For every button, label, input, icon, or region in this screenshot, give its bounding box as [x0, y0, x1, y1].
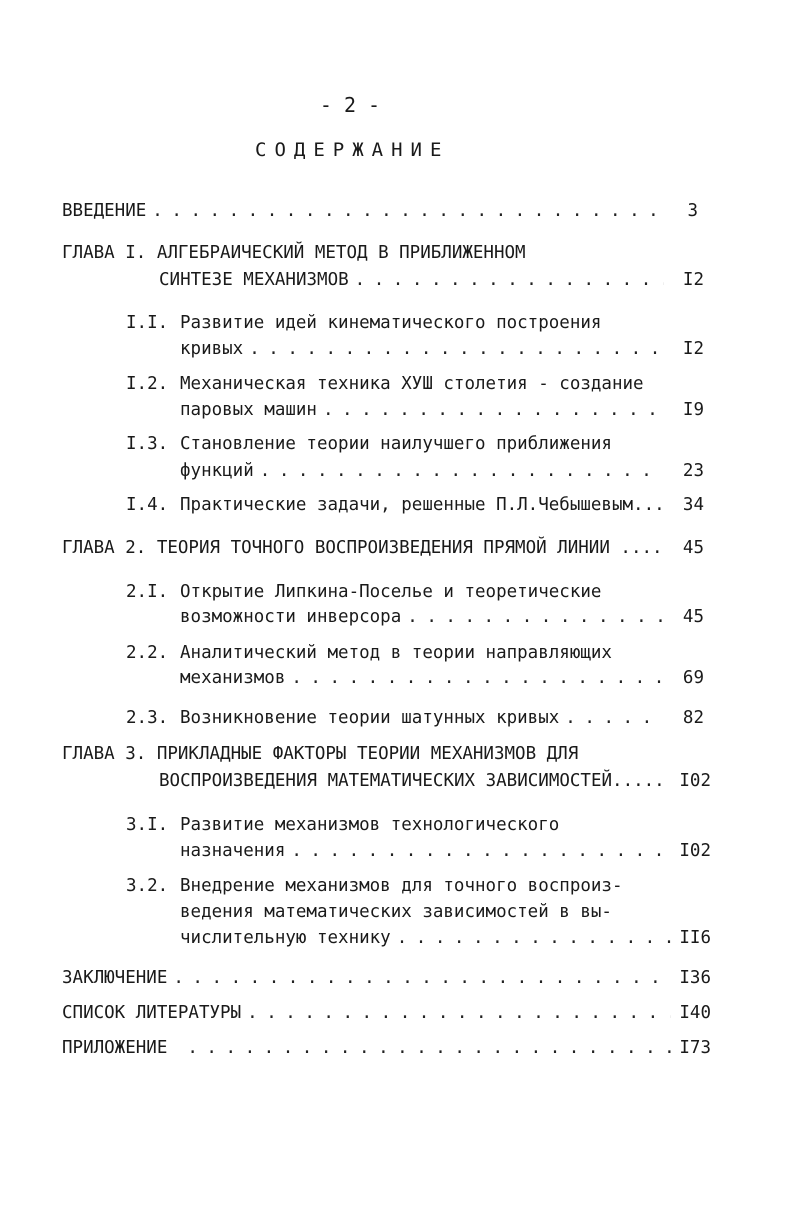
toc-entry-page: I36 [679, 968, 711, 988]
toc-entry-references[interactable] [62, 1003, 711, 1027]
toc-entry-page: 69 [682, 668, 704, 688]
toc-entry-page: I2 [682, 270, 704, 290]
section-number: 3.2. [126, 876, 169, 896]
toc-entry-title: ЗАКЛЮЧЕНИЕ [62, 968, 168, 988]
section-title-line1[interactable]: Становление теории наилучшего приближения [180, 434, 612, 454]
section-title-line1[interactable]: Механическая техника ХУШ столетия - создание [180, 374, 644, 394]
toc-entry-section[interactable] [180, 668, 704, 692]
toc-entry-title: назначения [180, 841, 286, 861]
toc-entry-section[interactable] [180, 607, 704, 631]
section-number: I.2. [126, 374, 169, 394]
dot-leader [291, 668, 664, 688]
section-number: 2.I. [126, 582, 169, 602]
section-title-line1[interactable]: Развитие механизмов технологического [180, 815, 560, 835]
toc-entry-title: СПИСОК ЛИТЕРАТУРЫ [62, 1003, 242, 1023]
section-title-line1[interactable]: Открытие Липкина-Поселье и теоретические [180, 582, 602, 602]
toc-entry-ch1[interactable] [159, 270, 704, 294]
toc-entry-section[interactable] [180, 841, 711, 865]
toc-entry-section[interactable] [180, 928, 711, 952]
page-number: - 2 - [319, 93, 381, 117]
chapter-3-title-line1[interactable]: ГЛАВА 3. ПРИКЛАДНЫЕ ФАКТОРЫ ТЕОРИИ МЕХАНИЗМОВ ДЛЯ [62, 744, 579, 764]
toc-entry-page: 45 [682, 538, 704, 558]
dot-leader [291, 841, 671, 861]
dot-leader [247, 1003, 671, 1023]
toc-entry-title: механизмов [180, 668, 286, 688]
toc-entry-title: Возникновение теории шатунных кривых [180, 708, 560, 728]
toc-entry-title: ГЛАВА 2. ТЕОРИЯ ТОЧНОГО ВОСПРОИЗВЕДЕНИЯ ПРЯМОЙ ЛИНИИ .... [62, 538, 663, 558]
toc-entry-page: 23 [682, 461, 704, 481]
toc-entry-title: ПРИЛОЖЕНИЕ [62, 1038, 168, 1058]
toc-entry-title: паровых машин [180, 400, 317, 420]
dot-leader [187, 1038, 671, 1058]
toc-entry-section[interactable] [180, 461, 704, 485]
toc-entry-page: 45 [682, 607, 704, 627]
toc-entry-page: I9 [682, 400, 704, 420]
section-number: I.4. [126, 495, 169, 515]
toc-entry-section[interactable] [180, 400, 704, 424]
dot-leader [173, 968, 671, 988]
toc-entry-page: I73 [679, 1038, 711, 1058]
dot-leader [407, 607, 664, 627]
toc-entry-page: I2 [682, 339, 704, 359]
section-title-line1[interactable]: Развитие идей кинематического построения [180, 313, 602, 333]
toc-entry-ch2[interactable] [62, 538, 704, 562]
section-number: I.3. [126, 434, 169, 454]
toc-entry-page: I02 [679, 771, 711, 791]
dot-leader [397, 928, 671, 948]
toc-entry-section[interactable] [180, 339, 704, 363]
toc-entry-conclusion[interactable] [62, 968, 711, 992]
page-title: СОДЕРЖАНИЕ [255, 139, 450, 161]
toc-entry-intro[interactable] [62, 201, 698, 225]
toc-entry-page: 34 [682, 495, 704, 515]
toc-entry-section[interactable] [180, 708, 704, 732]
dot-leader [152, 201, 658, 221]
section-title-line1[interactable]: Внедрение механизмов для точного воспроиз- [180, 876, 623, 896]
dot-leader [565, 708, 664, 728]
dot-leader [249, 339, 664, 359]
section-number: 2.2. [126, 643, 169, 663]
toc-entry-title: кривых [180, 339, 244, 359]
dot-leader [355, 270, 664, 290]
section-number: I.I. [126, 313, 169, 333]
section-title-line2[interactable]: ведения математических зависимостей в вы- [180, 902, 612, 922]
toc-entry-page: 82 [682, 708, 704, 728]
toc-entry-page: I40 [679, 1003, 711, 1023]
toc-entry-title: Практические задачи, решенные П.Л.Чебышевым... [180, 495, 665, 515]
toc-entry-page: II6 [679, 928, 711, 948]
section-title-line1[interactable]: Аналитический метод в теории направляющих [180, 643, 612, 663]
toc-entry-title: числительную технику [180, 928, 391, 948]
toc-entry-title: ВВЕДЕНИЕ [62, 201, 147, 221]
toc-entry-section[interactable] [180, 495, 704, 519]
section-number: 3.I. [126, 815, 169, 835]
toc-entry-page: I02 [679, 841, 711, 861]
toc-entry-page: 3 [687, 201, 698, 221]
toc-entry-title: СИНТЕЗЕ МЕХАНИЗМОВ [159, 270, 349, 290]
toc-entry-ch3[interactable] [159, 771, 711, 795]
section-number: 2.3. [126, 708, 169, 728]
dot-leader [260, 461, 664, 481]
toc-entry-appendix[interactable] [62, 1038, 711, 1062]
toc-entry-title: функций [180, 461, 254, 481]
chapter-1-title-line1[interactable]: ГЛАВА I. АЛГЕБРАИЧЕСКИЙ МЕТОД В ПРИБЛИЖЕННОМ [62, 243, 526, 263]
dot-leader [323, 400, 664, 420]
toc-entry-title: возможности инверсора [180, 607, 402, 627]
toc-entry-title: ВОСПРОИЗВЕДЕНИЯ МАТЕМАТИЧЕСКИХ ЗАВИСИМОСТЕЙ..... [159, 771, 665, 791]
